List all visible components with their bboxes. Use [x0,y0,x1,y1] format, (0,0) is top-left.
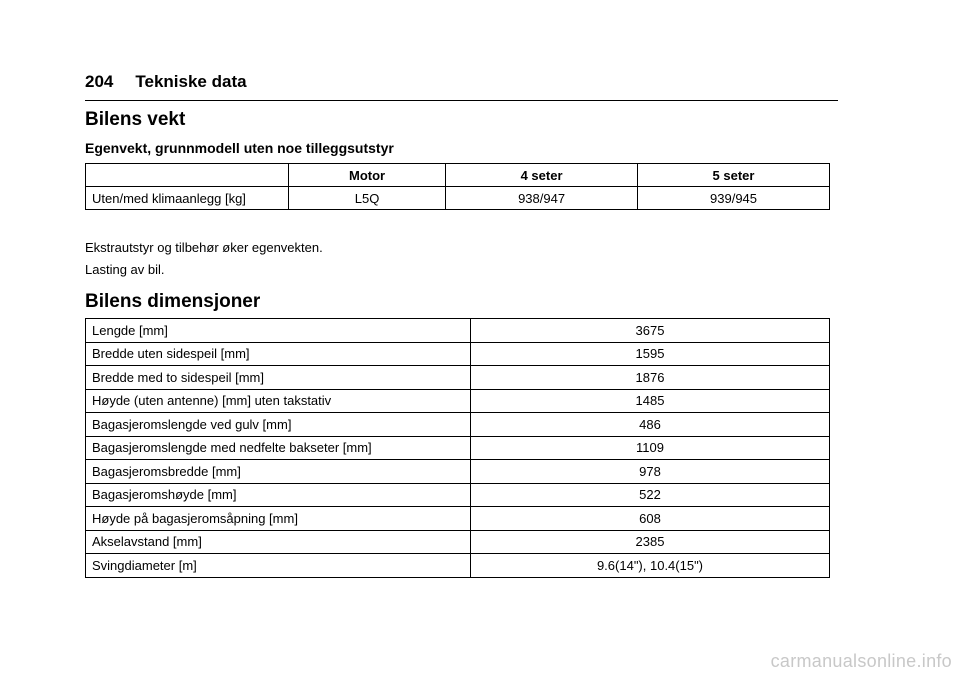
row-value: 522 [471,483,830,507]
row-label: Lengde [mm] [86,319,471,343]
weight-subtitle: Egenvekt, grunnmodell uten noe tilleggsutstyr [85,140,394,156]
note-loading: Lasting av bil. [85,262,165,277]
column-header: 4 seter [446,164,638,187]
column-header [86,164,289,187]
row-label: Høyde på bagasjeromsåpning [mm] [86,507,471,531]
row-value: 608 [471,507,830,531]
row-value: 978 [471,460,830,484]
table-row [86,530,830,554]
table-row [86,483,830,507]
row-value: 486 [471,413,830,437]
row-value: 1595 [471,342,830,366]
table-row [86,460,830,484]
dimensions-title: Bilens dimensjoner [85,291,261,312]
section-name: Tekniske data [135,72,247,91]
page-header [85,72,838,101]
row-label: Bagasjeromsbredde [mm] [86,460,471,484]
dimensions-table [85,318,830,578]
motor-cell: L5Q [289,187,446,210]
page-number: 204 [85,72,114,91]
row-value: 9.6(14"), 10.4(15") [471,554,830,578]
row-label: Uten/med klimaanlegg [kg] [86,187,289,210]
four-seats-cell: 938/947 [446,187,638,210]
table-row [86,389,830,413]
row-value: 1109 [471,436,830,460]
row-label: Bagasjeromslengde ved gulv [mm] [86,413,471,437]
table-row [86,319,830,343]
row-label: Bredde med to sidespeil [mm] [86,366,471,390]
watermark: carmanualsonline.info [770,651,952,671]
weight-table [85,163,830,210]
table-row [86,507,830,531]
row-value: 3675 [471,319,830,343]
row-label: Bagasjeromshøyde [mm] [86,483,471,507]
row-value: 1485 [471,389,830,413]
table-row [86,366,830,390]
column-header: 5 seter [638,164,830,187]
row-label: Akselavstand [mm] [86,530,471,554]
row-label: Bagasjeromslengde med nedfelte bakseter [mm] [86,436,471,460]
table-row [86,342,830,366]
row-value: 1876 [471,366,830,390]
table-row [86,413,830,437]
row-value: 2385 [471,530,830,554]
weight-title: Bilens vekt [85,109,186,130]
table-row [86,436,830,460]
row-label: Bredde uten sidespeil [mm] [86,342,471,366]
note-extras: Ekstrautstyr og tilbehør øker egenvekten. [85,240,323,255]
table-header-row [86,164,830,187]
five-seats-cell: 939/945 [638,187,830,210]
table-row [86,187,830,210]
row-label: Høyde (uten antenne) [mm] uten takstativ [86,389,471,413]
column-header: Motor [289,164,446,187]
table-row [86,554,830,578]
row-label: Svingdiameter [m] [86,554,471,578]
